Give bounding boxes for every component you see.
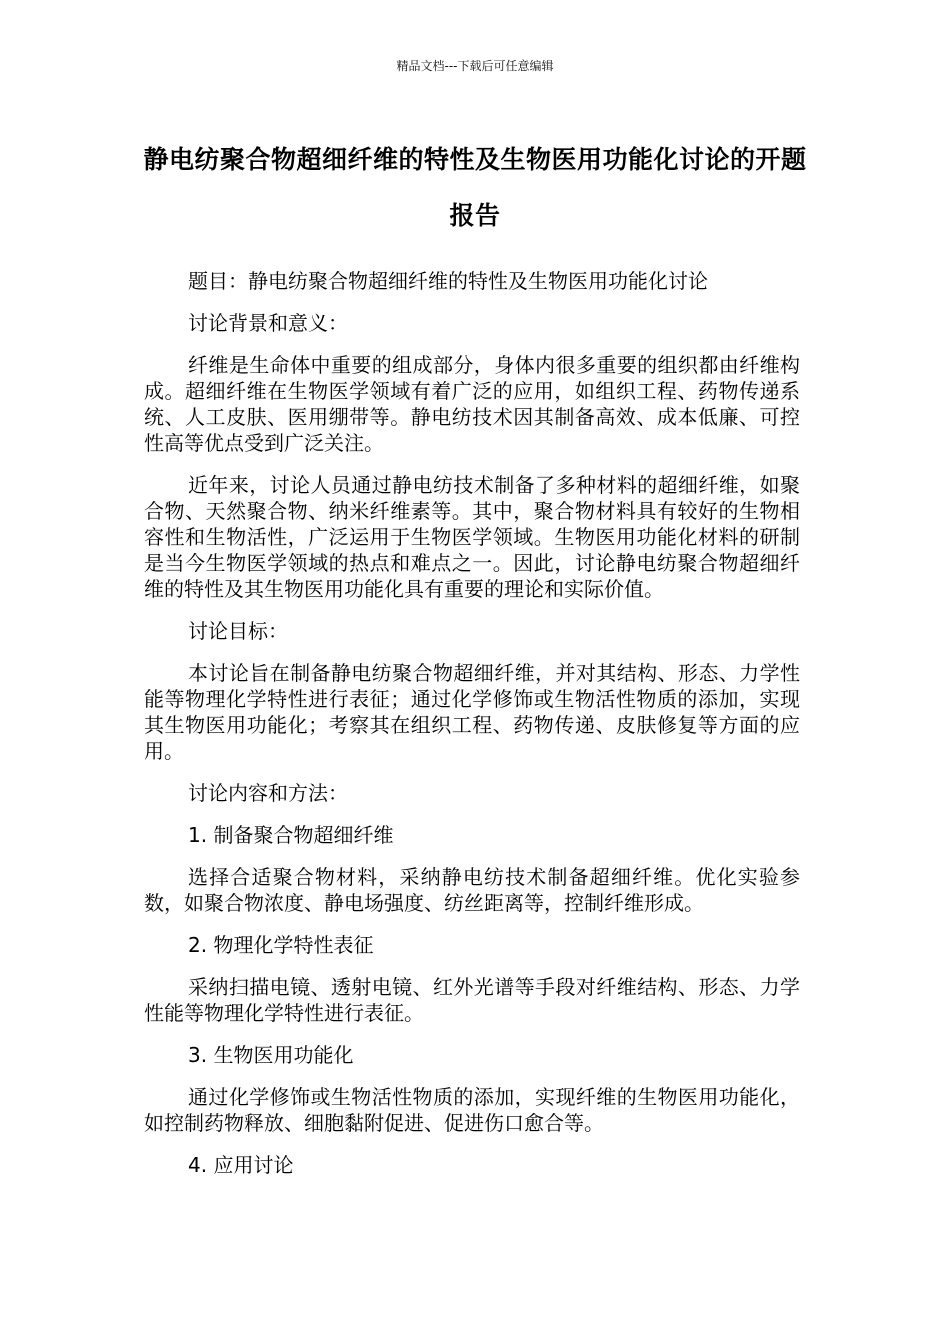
document-body bbox=[144, 268, 800, 1178]
section-heading-background: 讨论背景和意义： bbox=[188, 311, 348, 335]
item-heading-1: 1. 制备聚合物超细纤维 bbox=[188, 823, 394, 847]
topic-line: 题目：静电纺聚合物超细纤维的特性及生物医用功能化讨论 bbox=[188, 269, 708, 293]
paragraph-background-2: 近年来，讨论人员通过静电纺技术制备了多种材料的超细纤维，如聚合物、天然聚合物、纳米纤维素等。其中，聚合物材料具有较好的生物相容性和生物活性，广泛运用于生物医学领域。生物医用功能化材料的研制是当今生物医学领域的热点和难点之一。因此，讨论静电纺聚合物超细纤维的特性及其生物医用功能化具有重要的理论和实际价值。 bbox=[144, 473, 800, 601]
paragraph-goals: 本讨论旨在制备静电纺聚合物超细纤维，并对其结构、形态、力学性能等物理化学特性进行表征；通过化学修饰或生物活性物质的添加，实现其生物医用功能化；考察其在组织工程、药物传递、皮肤修复等方面的应用。 bbox=[144, 661, 800, 763]
document-title: 静电纺聚合物超细纤维的特性及生物医用功能化讨论的开题报告 bbox=[143, 145, 807, 230]
item-heading-4: 4. 应用讨论 bbox=[188, 1153, 294, 1177]
item-text-1: 选择合适聚合物材料，采纳静电纺技术制备超细纤维。优化实验参数，如聚合物浓度、静电场强度、纺丝距离等，控制纤维形成。 bbox=[144, 865, 800, 915]
paragraph-background-1: 纤维是生命体中重要的组成部分，身体内很多重要的组织都由纤维构成。超细纤维在生物医学领域有着广泛的应用，如组织工程、药物传递系统、人工皮肤、医用绷带等。静电纺技术因其制备高效、成本低廉、可控性高等优点受到广泛关注。 bbox=[144, 353, 800, 455]
item-text-3: 通过化学修饰或生物活性物质的添加，实现纤维的生物医用功能化，如控制药物释放、细胞黏附促进、促进伤口愈合等。 bbox=[144, 1085, 800, 1135]
section-heading-methods: 讨论内容和方法： bbox=[188, 781, 348, 805]
header-note: 精品文档---下载后可任意编辑 bbox=[396, 59, 554, 73]
item-text-2: 采纳扫描电镜、透射电镜、红外光谱等手段对纤维结构、形态、力学性能等物理化学特性进行表征。 bbox=[144, 975, 800, 1025]
item-heading-2: 2. 物理化学特性表征 bbox=[188, 933, 374, 957]
item-heading-3: 3. 生物医用功能化 bbox=[188, 1043, 354, 1067]
section-heading-goals: 讨论目标： bbox=[188, 619, 288, 643]
